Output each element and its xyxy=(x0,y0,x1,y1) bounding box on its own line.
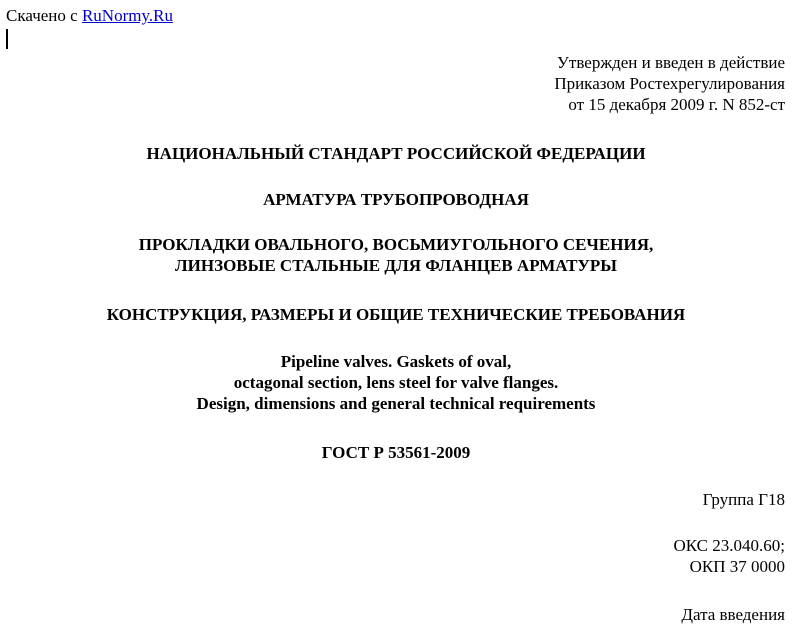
oks-code: ОКС 23.040.60; xyxy=(673,536,785,555)
source-line xyxy=(6,6,173,26)
national-standard-title: НАЦИОНАЛЬНЫЙ СТАНДАРТ РОССИЙСКОЙ ФЕДЕРАЦИИ xyxy=(146,144,646,163)
name-title xyxy=(0,234,792,276)
english-title xyxy=(0,351,792,414)
name-title-line-2: ЛИНЗОВЫЕ СТАЛЬНЫЕ ДЛЯ ФЛАНЦЕВ АРМАТУРЫ xyxy=(175,256,617,275)
text-cursor xyxy=(6,29,8,49)
approval-line-1: Утвержден и введен в действие xyxy=(556,53,785,72)
name-title-line-1: ПРОКЛАДКИ ОВАЛЬНОГО, ВОСЬМИУГОЛЬНОГО СЕЧЕНИЯ, xyxy=(138,235,654,254)
group-label: Группа Г18 xyxy=(702,490,785,509)
english-title-line-2: octagonal section, lens steel for valve flanges. xyxy=(233,373,559,392)
scope-title: КОНСТРУКЦИЯ, РАЗМЕРЫ И ОБЩИЕ ТЕХНИЧЕСКИЕ ТРЕБОВАНИЯ xyxy=(106,305,686,324)
subject-title: АРМАТУРА ТРУБОПРОВОДНАЯ xyxy=(263,190,529,209)
standard-code: ГОСТ Р 53561-2009 xyxy=(321,443,471,462)
approval-line-3: от 15 декабря 2009 г. N 852-ст xyxy=(568,95,785,114)
approval-line-2: Приказом Ростехрегулирования xyxy=(554,74,785,93)
approval-block xyxy=(554,52,785,115)
english-title-line-3: Design, dimensions and general technical requirements xyxy=(196,394,596,413)
source-link[interactable]: RuNormy.Ru xyxy=(81,6,173,25)
classification-codes xyxy=(673,535,785,577)
english-title-line-1: Pipeline valves. Gaskets of oval, xyxy=(280,352,512,371)
source-prefix: Скачено с xyxy=(6,6,82,25)
intro-date-label: Дата введения xyxy=(681,605,785,624)
okp-code: ОКП 37 0000 xyxy=(689,557,785,576)
